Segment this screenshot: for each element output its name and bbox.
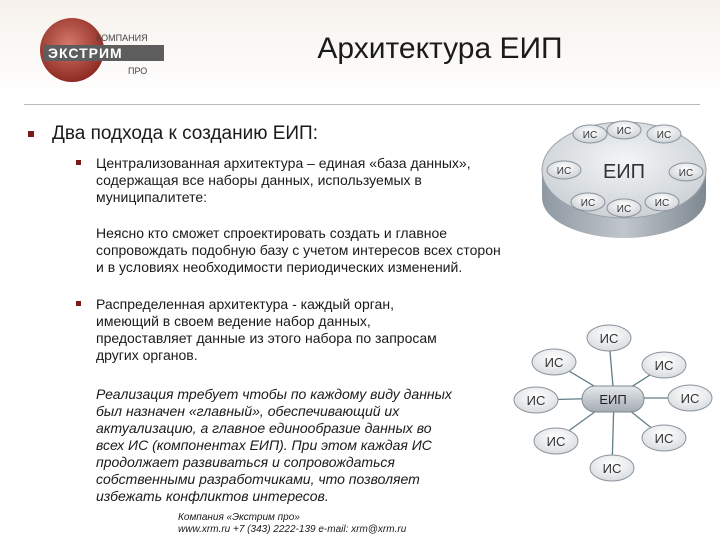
footer <box>178 512 406 536</box>
logo-line2: ЭКСТРИМ <box>48 45 123 61</box>
svg-text:ИС: ИС <box>680 391 700 406</box>
db-node <box>607 121 641 139</box>
star-center <box>582 386 644 412</box>
distributed-note-line: избежать конфликтов интересов. <box>96 488 329 504</box>
distributed-star-diagram <box>512 318 716 488</box>
star-node <box>514 387 558 413</box>
svg-text:ИС: ИС <box>556 166 572 177</box>
star-node <box>668 385 712 411</box>
svg-text:ИС: ИС <box>654 431 674 446</box>
db-center-label: ЕИП <box>602 161 646 183</box>
db-node <box>669 163 703 181</box>
bullet-marker <box>28 131 34 137</box>
centralized-note-line: Неясно кто сможет спроектировать создать и главное <box>96 225 448 241</box>
db-node <box>547 161 581 179</box>
centralized-line: Централизованная архитектура – единая «база данных», <box>96 155 471 171</box>
distributed-note-line: Реализация требует чтобы по каждому виду данных <box>96 386 452 402</box>
distributed-note-line: собственными разработчиками, что позволяет <box>96 471 420 487</box>
centralized-note-line: и в условиях необходимости периодических изменений. <box>96 259 463 275</box>
header-divider <box>24 104 700 105</box>
logo-line1: КОМПАНИЯ <box>96 33 148 43</box>
logo-line3: ПРО <box>128 66 148 76</box>
distributed-note-line: всех ИС (компонентах ЕИП). При этом каждая ИС <box>96 437 432 453</box>
centralized-db-diagram <box>538 112 710 242</box>
distributed-line: других органов. <box>96 347 198 363</box>
distributed-note-line: актуализацию, а главное единообразие данных во <box>96 420 432 436</box>
distributed-note <box>96 386 516 505</box>
svg-text:ИС: ИС <box>616 204 632 215</box>
centralized-bullet <box>96 155 556 206</box>
distributed-note-line: был назначен «главный», обеспечивающий их <box>96 403 400 419</box>
distributed-line: имеющий в своем ведение набор данных, <box>96 313 371 329</box>
svg-text:ИС: ИС <box>526 393 546 408</box>
svg-text:ЕИП: ЕИП <box>599 392 627 407</box>
svg-text:ИС: ИС <box>678 168 694 179</box>
svg-text:ИС: ИС <box>580 198 596 209</box>
star-node <box>587 325 631 351</box>
svg-text:ИС: ИС <box>599 331 619 346</box>
centralized-note <box>96 225 576 276</box>
svg-text:ИС: ИС <box>654 198 670 209</box>
star-node <box>534 428 578 454</box>
distributed-line: Распределенная архитектура - каждый орган, <box>96 296 394 312</box>
centralized-note-line: сопровождать подобную базу с учетом интересов всех сторон <box>96 242 501 258</box>
distributed-note-line: продолжает развиваться и сопровождаться <box>96 454 395 470</box>
db-node <box>647 125 681 143</box>
svg-text:ИС: ИС <box>602 461 622 476</box>
db-node <box>571 193 605 211</box>
main-point: Два подхода к созданию ЕИП: <box>52 123 318 144</box>
slide-title: Архитектура ЕИП <box>317 32 563 65</box>
centralized-line: содержащая все наборы данных, используемых в <box>96 172 422 188</box>
star-node <box>642 425 686 451</box>
svg-text:ИС: ИС <box>544 355 564 370</box>
star-node <box>532 349 576 375</box>
distributed-line: предоставляет данные из этого набора по запросам <box>96 330 437 346</box>
svg-text:ИС: ИС <box>616 126 632 137</box>
distributed-bullet <box>96 296 516 364</box>
svg-text:ИС: ИС <box>546 434 566 449</box>
footer-company: Компания «Экстрим про» <box>178 512 300 523</box>
footer-contacts: www.xrm.ru +7 (343) 2222-139 e-mail: xrm@xrm.ru <box>178 524 407 535</box>
bullet-marker <box>76 160 81 165</box>
star-node <box>642 352 686 378</box>
svg-text:ИС: ИС <box>654 358 674 373</box>
db-node <box>573 125 607 143</box>
bullet-marker <box>76 301 81 306</box>
db-node <box>607 199 641 217</box>
star-node <box>590 455 634 481</box>
centralized-line: муниципалитете: <box>96 189 208 205</box>
db-node <box>645 193 679 211</box>
svg-text:ИС: ИС <box>656 130 672 141</box>
company-logo <box>30 14 180 84</box>
svg-text:ИС: ИС <box>582 130 598 141</box>
